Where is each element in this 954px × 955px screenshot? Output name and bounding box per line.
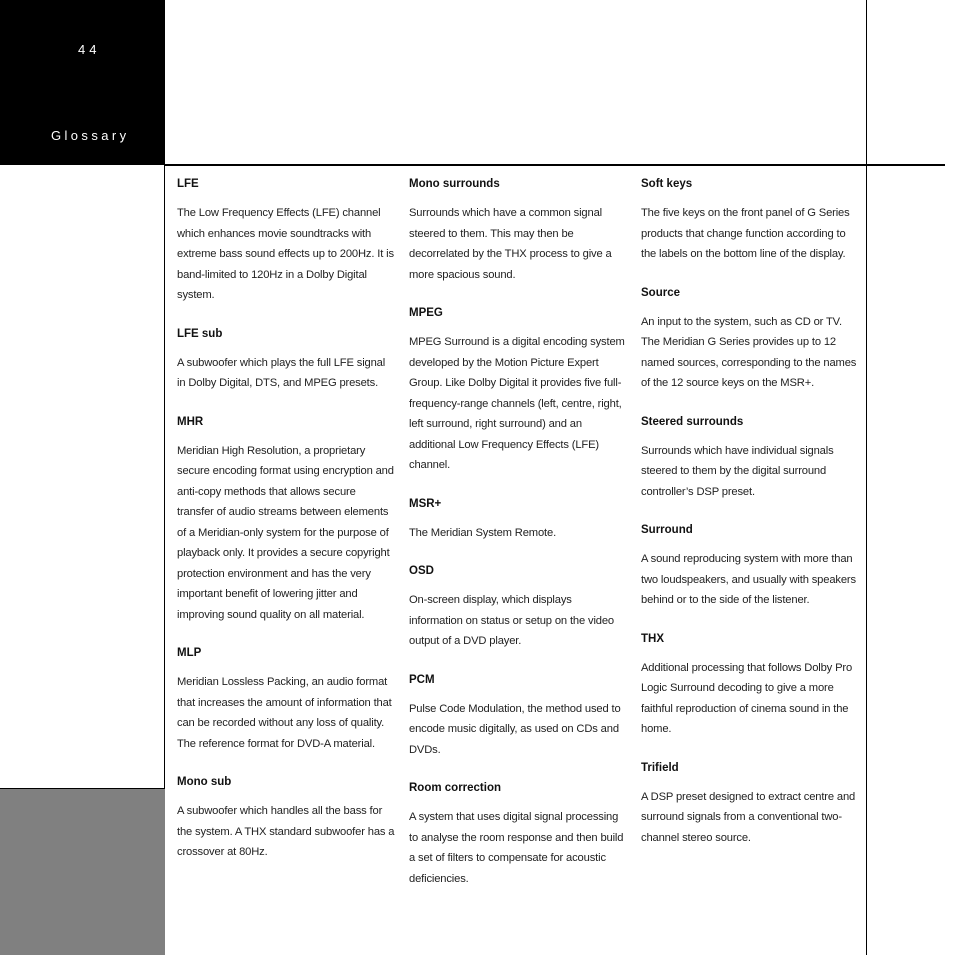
glossary-term: Soft keys: [641, 178, 693, 190]
glossary-definition: Meridian Lossless Packing, an audio format that increases the amount of information that can be recorded without any loss of quality. The reference format for DVD-A material.: [177, 676, 392, 750]
glossary-column-1: [177, 176, 395, 883]
glossary-term: MLP: [177, 647, 202, 659]
section-title: Glossary: [51, 128, 130, 143]
glossary-entry: [641, 285, 861, 394]
glossary-entry: [177, 414, 395, 626]
glossary-entry: [409, 672, 627, 761]
glossary-definition: On-screen display, which displays information on status or setup on the video output of a DVD player.: [409, 594, 614, 647]
glossary-definition: MPEG Surround is a digital encoding system developed by the Motion Picture Expert Group. Like Dolby Digital it provides five full-frequency-range channels (left, centre, right, left surround, right surround) and an additional Low Frequency Effects (LFE) channel.: [409, 336, 625, 471]
page-number: 44: [78, 42, 101, 57]
glossary-term: Steered surrounds: [641, 415, 744, 428]
glossary-entry: [641, 414, 861, 503]
glossary-entry: [409, 563, 627, 652]
glossary-entry: [177, 645, 395, 754]
glossary-term: LFE sub: [177, 327, 223, 340]
glossary-definition: Additional processing that follows Dolby Pro Logic Surround decoding to give a more faithful reproduction of cinema sound in the home.: [641, 661, 853, 735]
glossary-term: PCM: [409, 673, 435, 686]
glossary-entry: [641, 631, 861, 740]
glossary-term: Mono surrounds: [409, 178, 500, 190]
glossary-term: THX: [641, 632, 664, 645]
glossary-entry: [177, 176, 395, 306]
sidebar-header: [0, 0, 165, 165]
glossary-term: Source: [641, 286, 680, 299]
glossary-term: Trifield: [641, 761, 679, 774]
glossary-definition: Pulse Code Modulation, the method used to encode music digitally, as used on CDs and DVDs.: [409, 702, 621, 756]
glossary-entry: [409, 780, 627, 889]
right-margin-line: [866, 0, 867, 955]
header-rule: [165, 164, 945, 166]
glossary-definition: A sound reproducing system with more than two loudspeakers, and usually with speakers behind or to the side of the listener.: [641, 553, 856, 606]
glossary-entry: [641, 522, 861, 611]
glossary-definition: Meridian High Resolution, a proprietary secure encoding format using encryption and anti-copy methods that allows secure transfer of audio streams between elements of a Meridian-only system for the purpose of playback only. It provides a secure copyright protection environment and has the very important benefit of lowering jitter and improving sound quality on all material.: [177, 444, 394, 621]
glossary-entry: [409, 176, 627, 285]
glossary-definition: A DSP preset designed to extract centre and surround signals from a conventional two-channel stereo source.: [641, 790, 856, 844]
glossary-entry: [409, 496, 627, 544]
glossary-term: Room correction: [409, 782, 502, 794]
sidebar-grey-block: [0, 788, 165, 955]
glossary-term: OSD: [409, 565, 434, 577]
glossary-entry: [177, 774, 395, 863]
glossary-definition: An input to the system, such as CD or TV. The Meridian G Series provides up to 12 named sources, corresponding to the names of the 12 source keys on the MSR+.: [641, 315, 857, 389]
glossary-entry: [409, 305, 627, 476]
glossary-entry: [641, 176, 861, 265]
glossary-column-3: [641, 176, 861, 868]
glossary-definition: The Meridian System Remote.: [409, 526, 557, 539]
glossary-entry: [177, 326, 395, 394]
glossary-definition: The Low Frequency Effects (LFE) channel which enhances movie soundtracks with extreme bass sound effects up to 200Hz. It is band-limited to 120Hz in a Dolby Digital system.: [177, 207, 394, 301]
glossary-entry: [641, 760, 861, 849]
glossary-column-2: [409, 176, 627, 909]
glossary-term: MSR+: [409, 497, 442, 510]
glossary-definition: A subwoofer which plays the full LFE signal in Dolby Digital, DTS, and MPEG presets.: [177, 356, 386, 389]
glossary-term: Mono sub: [177, 776, 232, 788]
glossary-term: Surround: [641, 524, 693, 536]
glossary-term: MHR: [177, 415, 204, 428]
glossary-term: MPEG: [409, 307, 443, 319]
glossary-definition: Surrounds which have individual signals steered to them by the digital surround controller’s DSP preset.: [641, 444, 834, 498]
glossary-definition: Surrounds which have a common signal steered to them. This may then be decorrelated by the THX process to give a more spacious sound.: [409, 207, 612, 281]
glossary-definition: A system that uses digital signal processing to analyse the room response and then build a set of filters to compensate for acoustic deficiencies.: [409, 811, 624, 885]
glossary-definition: The five keys on the front panel of G Series products that change function according to the labels on the bottom line of the display.: [641, 207, 850, 260]
glossary-term: LFE: [177, 178, 199, 190]
glossary-definition: A subwoofer which handles all the bass for the system. A THX standard subwoofer has a crossover at 80Hz.: [177, 805, 395, 858]
